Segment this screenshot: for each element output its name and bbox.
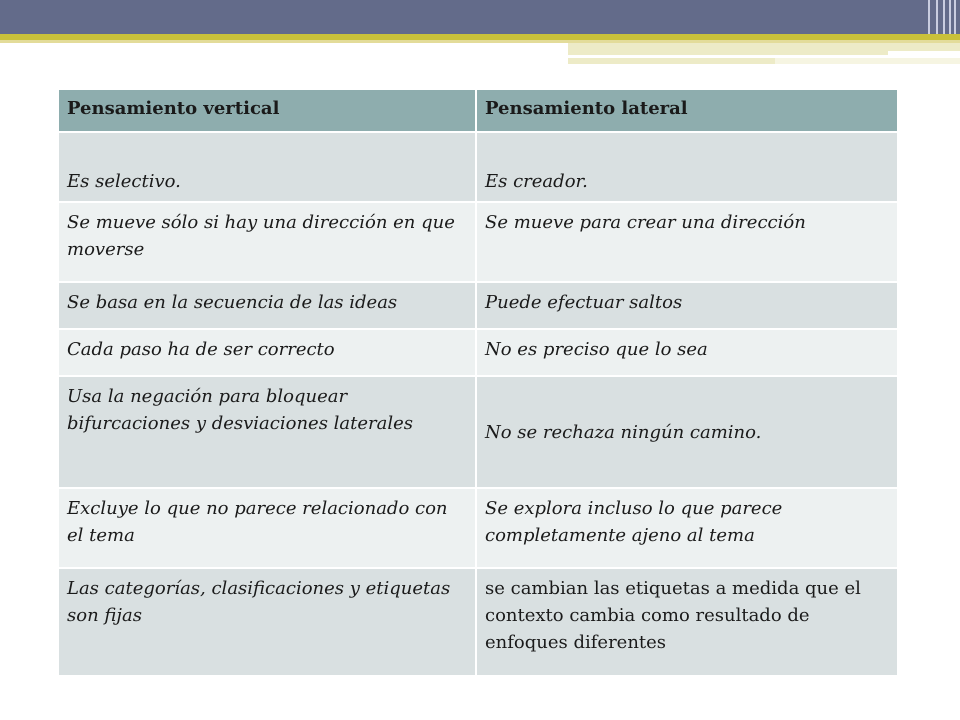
cell-lateral: Se mueve para crear una dirección	[476, 202, 898, 282]
cell-lateral: Es creador.	[476, 132, 898, 202]
cell-lateral: Puede efectuar saltos	[476, 282, 898, 329]
accent-step	[568, 43, 960, 51]
table-header-row	[58, 89, 898, 132]
comparison-table	[57, 88, 899, 677]
cell-lateral: No es preciso que lo sea	[476, 329, 898, 376]
accent-step	[568, 51, 888, 55]
accent-step	[568, 58, 778, 64]
cell-vertical: Excluye lo que no parece relacionado con el tema	[58, 488, 476, 568]
cell-vertical: Se basa en la secuencia de las ideas	[58, 282, 476, 329]
cell-vertical: Usa la negación para bloquear bifurcaciones y desviaciones laterales	[58, 376, 476, 488]
header-lateral: Pensamiento lateral	[476, 89, 898, 132]
table-row	[58, 132, 898, 202]
cell-lateral: Se explora incluso lo que parece completamente ajeno al tema	[476, 488, 898, 568]
accent-step	[775, 58, 960, 64]
cell-vertical: Se mueve sólo si hay una dirección en que moverse	[58, 202, 476, 282]
table-row	[58, 202, 898, 282]
table-row	[58, 376, 898, 488]
cell-vertical: Es selectivo.	[58, 132, 476, 202]
cell-lateral: No se rechaza ningún camino.	[476, 376, 898, 488]
header-vertical: Pensamiento vertical	[58, 89, 476, 132]
cell-vertical: Las categorías, clasificaciones y etiquetas son fijas	[58, 568, 476, 676]
table-row	[58, 282, 898, 329]
table-row	[58, 568, 898, 676]
table-row	[58, 488, 898, 568]
banner-stripes	[920, 0, 960, 34]
table-row	[58, 329, 898, 376]
cell-lateral: se cambian las etiquetas a medida que el contexto cambia como resultado de enfoques diferentes	[476, 568, 898, 676]
cell-vertical: Cada paso ha de ser correcto	[58, 329, 476, 376]
top-banner	[0, 0, 960, 34]
